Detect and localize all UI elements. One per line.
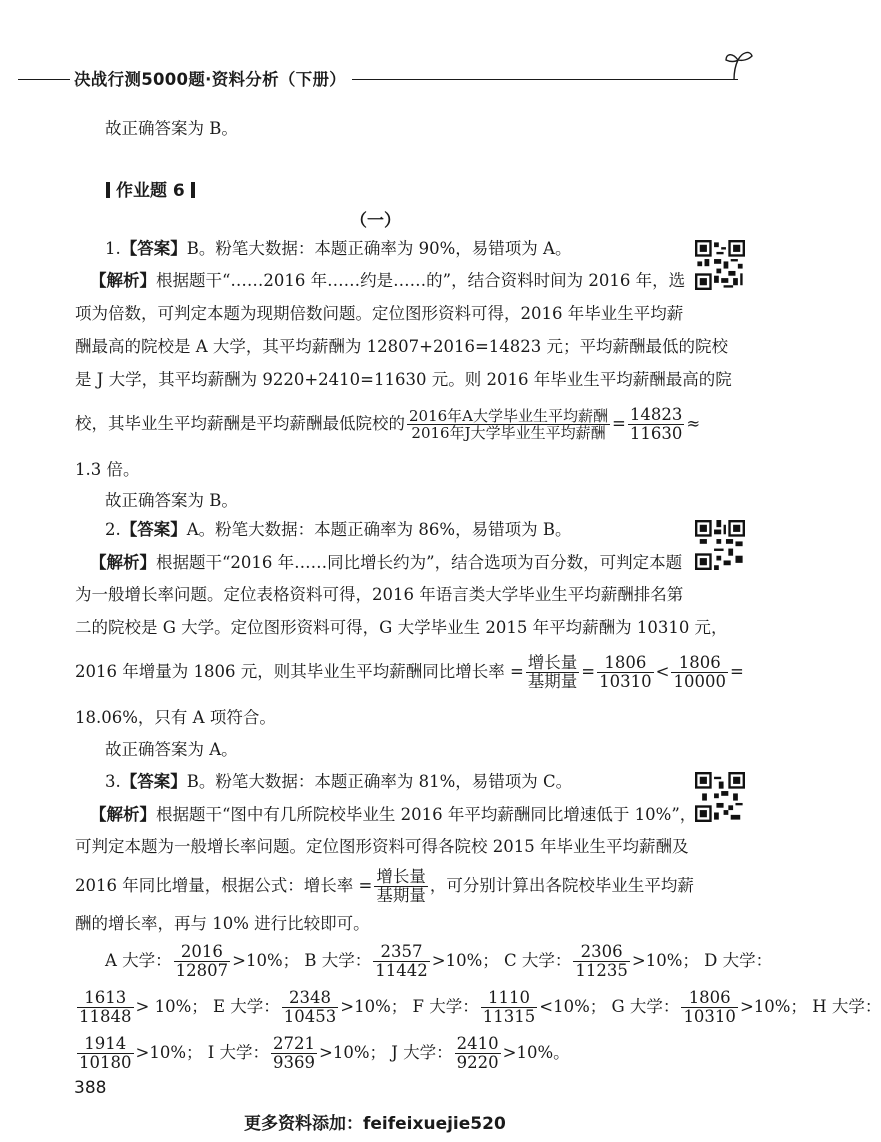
section-bar-left — [106, 182, 110, 198]
q3-number: 3. — [105, 772, 121, 791]
q1-analysis-line-2: 项为倍数，可判定本题为现期倍数问题。定位图形资料可得，2016 年毕业生平均薪 — [75, 304, 684, 323]
q2-analysis-label: 【解析】 — [90, 553, 156, 572]
q3-item — [412, 987, 607, 1026]
q3-item-label: E 大学： — [213, 997, 280, 1016]
q3-item — [213, 987, 408, 1026]
q3-item-label: I 大学： — [207, 1043, 270, 1062]
q1-answer-line — [105, 237, 571, 261]
q3-item — [504, 941, 699, 980]
q3-item-comparison: > 10%； — [135, 997, 208, 1016]
q1-analysis-line-6: 1.3 倍。 — [75, 460, 140, 479]
q2-formula-denominator: 基期量 — [527, 672, 578, 691]
q3-answer-line — [105, 770, 572, 794]
q3-item-comparison: >10%； — [135, 1043, 203, 1062]
q3-item-fraction — [373, 943, 430, 980]
q1-ratio-numerator: 2016年A大学毕业生平均薪酬 — [409, 406, 609, 425]
q3-item-numerator: 1110 — [481, 989, 538, 1008]
q3-item-comparison: >10%； — [232, 951, 300, 970]
q3-items-row-3 — [75, 1030, 570, 1076]
q3-item-fraction — [681, 989, 738, 1026]
qr-code-icon[interactable] — [695, 520, 745, 570]
sprout-icon — [724, 48, 754, 82]
q2-value-fraction — [597, 654, 654, 691]
q3-item-numerator: 2306 — [573, 943, 630, 962]
q3-item-fraction — [77, 989, 134, 1026]
q1-value-numerator: 14823 — [629, 404, 683, 424]
q2-analysis-line-3: 二的院校是 G 大学。定位图形资料可得，G 大学毕业生 2015 年平均薪酬为 10310 元， — [75, 618, 728, 637]
q3-item — [105, 941, 300, 980]
q2-formula-numerator: 增长量 — [527, 652, 578, 672]
q3-items-row-1 — [105, 938, 772, 984]
q2-value-denominator: 10310 — [599, 672, 652, 691]
q3-analysis-text-3b: ，可分别计算出各院校毕业生平均薪 — [429, 876, 694, 895]
q1-analysis-text-1: 根据题干“……2016 年……约是……的”，结合资料时间为 2016 年，选 — [156, 271, 686, 290]
q3-item-numerator: 2721 — [273, 1033, 316, 1053]
qr-code-icon[interactable] — [695, 240, 745, 290]
q3-analysis-text-3a: 2016 年同比增量，根据公式：增长率 = — [75, 876, 373, 895]
q3-item-denominator: 12807 — [175, 961, 229, 980]
q3-item — [75, 987, 208, 1026]
section-heading — [100, 176, 201, 201]
running-header-title: 决战行测5000题·资料分析（下册） — [70, 66, 352, 90]
q1-equals: = — [612, 414, 626, 433]
q3-item-denominator: 10453 — [283, 1007, 337, 1026]
q1-analysis-line-5 — [75, 400, 700, 448]
q1-ratio-denominator: 2016年J大学毕业生平均薪酬 — [411, 424, 606, 442]
q1-conclusion: 故正确答案为 B。 — [105, 491, 238, 510]
q3-item-denominator: 11442 — [375, 961, 428, 980]
q2-analysis-text-1: 根据题干“2016 年……同比增长约为”，结合选项为百分数，可判定本题 — [156, 553, 683, 572]
q3-analysis-line-4: 酬的增长率，再与 10% 进行比较即可。 — [75, 914, 370, 933]
q3-item-comparison: >10%。 — [502, 1043, 570, 1062]
q3-analysis-line-2: 可判定本题为一般增长率问题。定位图形资料可得各院校 2015 年毕业生平均薪酬及 — [75, 837, 689, 856]
q2-analysis-line-5: 18.06%，只有 A 项符合。 — [75, 708, 276, 727]
q3-items-row-2 — [75, 984, 881, 1030]
q1-ratio-fraction — [407, 408, 610, 442]
q2-analysis-text-4: 2016 年增量为 1806 元，则其毕业生平均薪酬同比增长率 = — [75, 662, 524, 681]
q2-answer-text: A。粉笔大数据：本题正确率为 86%，易错项为 B。 — [186, 520, 572, 539]
q1-value-denominator: 11630 — [629, 424, 683, 443]
q3-item-comparison: >10%； — [431, 951, 499, 970]
q3-item-fraction — [77, 1035, 134, 1072]
q3-analysis-text-1: 根据题干“图中有几所院校毕业生 2016 年平均薪酬同比增速低于 10%”， — [156, 805, 697, 824]
q3-item-denominator: 10180 — [79, 1053, 132, 1072]
qr-code-icon[interactable] — [695, 772, 745, 822]
q1-answer-label: 【答案】 — [120, 239, 187, 258]
q2-equals-2: = — [729, 662, 744, 681]
q3-formula-numerator: 增长量 — [376, 866, 426, 886]
q3-answer-label: 【答案】 — [120, 772, 187, 791]
q2-number: 2. — [105, 520, 121, 539]
q2-value-numerator: 1806 — [597, 654, 654, 673]
q3-answer-text: B。粉笔大数据：本题正确率为 81%，易错项为 C。 — [186, 772, 573, 791]
q3-item-denominator: 10310 — [683, 1007, 736, 1026]
q3-item-comparison: >10%； — [319, 1043, 387, 1062]
q3-item — [304, 941, 499, 980]
q3-item-denominator: 9220 — [456, 1053, 499, 1072]
q1-analysis-line-3: 酬最高的院校是 A 大学，其平均薪酬为 12807+2016=14823 元；平均薪酬最低的院校 — [75, 337, 729, 356]
q2-less-than: < — [655, 662, 670, 681]
q2-answer-line — [105, 518, 571, 542]
q3-item-numerator: 1613 — [77, 989, 134, 1008]
footer-contact: 更多资料添加：feifeixuejie520 — [244, 1114, 506, 1134]
q3-item-label: C 大学： — [504, 951, 572, 970]
q2-answer-label: 【答案】 — [120, 520, 187, 539]
q3-item-numerator: 2357 — [373, 943, 430, 962]
q3-item — [207, 1033, 387, 1072]
section-bar-right — [191, 182, 195, 198]
q3-item-comparison: >10%； — [739, 997, 807, 1016]
q3-item-label: H 大学： — [812, 997, 881, 1016]
q3-item-label: B 大学： — [304, 951, 372, 970]
q3-analysis-line-3 — [75, 862, 694, 910]
q3-item-denominator: 11848 — [79, 1007, 132, 1026]
q3-item-comparison: <10%； — [539, 997, 607, 1016]
q3-item-denominator: 11315 — [482, 1007, 536, 1026]
q2-conclusion: 故正确答案为 A。 — [105, 740, 238, 759]
subsection-heading: （一） — [350, 211, 401, 231]
q3-item-numerator: 2348 — [282, 989, 339, 1008]
q3-item-label: F 大学： — [412, 997, 479, 1016]
section-title: 作业题 6 — [116, 181, 185, 201]
q3-formula-denominator: 基期量 — [376, 886, 426, 905]
q3-item-comparison: >10%； — [340, 997, 408, 1016]
q3-item-numerator: 2410 — [456, 1033, 499, 1053]
q3-item — [391, 1033, 570, 1072]
q3-item-fraction — [573, 943, 630, 980]
q2-estimate-denominator: 10000 — [673, 672, 726, 691]
intro-conclusion: 故正确答案为 B。 — [105, 119, 238, 138]
q2-analysis-line-2: 为一般增长率问题。定位表格资料可得，2016 年语言类大学毕业生平均薪酬排名第 — [75, 585, 684, 604]
q1-approx: ≈ — [686, 414, 701, 433]
q3-item-comparison: >10%； — [631, 951, 699, 970]
q3-item-fraction — [282, 989, 339, 1026]
q1-number: 1. — [105, 239, 121, 258]
q2-equals: = — [581, 662, 596, 681]
q1-analysis-line-1 — [90, 269, 685, 293]
q2-analysis-line-4 — [75, 648, 744, 696]
q3-item-denominator: 9369 — [273, 1053, 316, 1072]
q2-formula-fraction — [526, 654, 580, 691]
q3-item-fraction — [455, 1035, 501, 1072]
q3-item-label: A 大学： — [105, 951, 172, 970]
q2-estimate-numerator: 1806 — [671, 654, 728, 673]
q3-item-denominator: 11235 — [575, 961, 628, 980]
q3-item-numerator: 1806 — [681, 989, 738, 1008]
q1-analysis-line-4: 是 J 大学，其平均薪酬为 9220+2410=11630 元。则 2016 年毕业生平均薪酬最高的院 — [75, 370, 732, 389]
q3-item-fraction — [174, 943, 231, 980]
q3-item-label: D 大学： — [704, 951, 773, 970]
q3-item-fraction — [481, 989, 538, 1026]
q3-item — [611, 987, 807, 1026]
q3-item-numerator: 1914 — [77, 1035, 134, 1054]
q1-analysis-label: 【解析】 — [90, 271, 156, 290]
page-number: 388 — [74, 1078, 107, 1098]
q1-answer-text: B。粉笔大数据：本题正确率为 90%，易错项为 A。 — [186, 239, 572, 258]
q3-item — [75, 1033, 203, 1072]
q3-analysis-label: 【解析】 — [90, 805, 156, 824]
q3-item-label: J 大学： — [391, 1043, 453, 1062]
q3-item-fraction — [271, 1035, 317, 1072]
q3-item-label: G 大学： — [611, 997, 680, 1016]
q3-formula-fraction — [374, 868, 428, 905]
q1-value-fraction — [628, 406, 685, 443]
q2-analysis-line-1 — [90, 551, 682, 575]
q2-estimate-fraction — [671, 654, 728, 691]
q3-analysis-line-1 — [90, 803, 696, 827]
q1-analysis-text-5: 校，其毕业生平均薪酬是平均薪酬最低院校的 — [75, 414, 405, 433]
q3-item-numerator: 2016 — [174, 943, 231, 962]
